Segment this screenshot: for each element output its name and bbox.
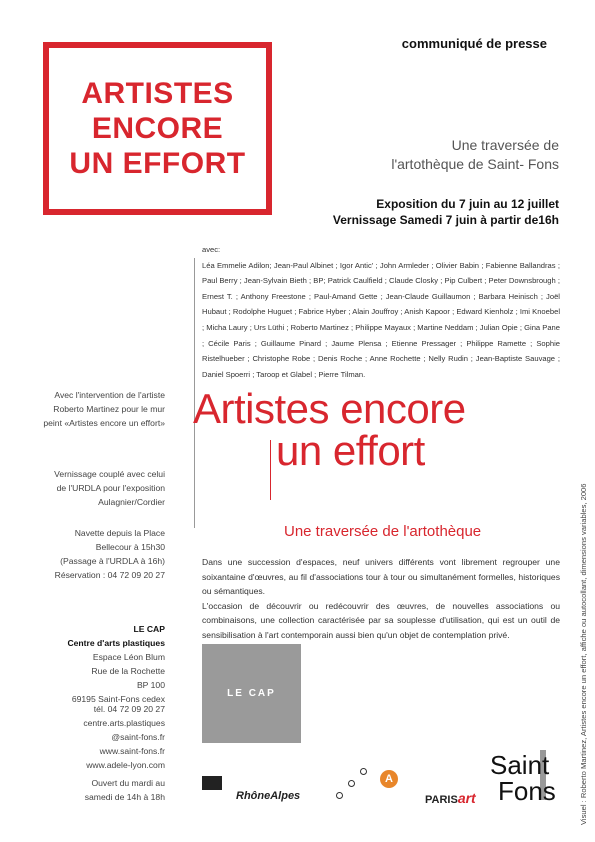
venue-type: Centre d'arts plastiques bbox=[67, 638, 165, 648]
venue-name: LE CAP bbox=[133, 624, 165, 634]
website-link[interactable]: www.saint-fons.fr bbox=[99, 746, 165, 756]
main-title-line-2: un effort bbox=[276, 427, 425, 474]
dca-logo-dot bbox=[348, 780, 355, 787]
side-line: Vernissage couplé avec celui bbox=[54, 469, 165, 479]
artist-names: Léa Emmelie Adilon; Jean-Paul Albinet ; Igor Antic' ; John Armleder ; Olivier Babin ; Fabienne Ballandras ; Paul Berry ; Jean-Sylvain Bieth ; BP; Patrick Caulfield ; Claude Closky ; Pip Culbert ; Peter Downsbrough ; Ernest T. ; Anthony Freestone ; Paul-Amand Gette ; Jean-Claude Guillaumon ; Barbara Heinisch ; Joël Hubaut ; Rodolphe Huguet ; Fabrice Hyber ; Alain Jouffroy ; Anish Kapoor ; Edward Kienholz ; Imi Knoebel ; Micha Laury ; Urs Lüthi ; Roberto Martinez ; Philippe Mayaux ; Martine Neddam ; Julian Opie ; Gina Pane ; Cécile Paris ; Guillaume Pinard ; Jaume Plensa ; Etienne Pressager ; Philippe Ramette ; Sophie Ristelhueber ; Christophe Robe ; Denis Roche ; Anne Rochette ; Nelly Rudin ; Jean-Baptiste Sauvage ; Daniel Spoerri ; Taroop et Glabel ; Pierre Tilman. bbox=[202, 260, 560, 379]
subtitle-line-2: l'artothèque de Saint- Fons bbox=[391, 156, 559, 172]
logo-line-3: UN EFFORT bbox=[69, 147, 246, 180]
ministry-logo bbox=[202, 760, 232, 808]
vertical-caption-wrap bbox=[576, 395, 590, 825]
main-subtitle: Une traversée de l'artothèque bbox=[284, 523, 482, 540]
paris-art-prefix: PARIS bbox=[425, 794, 458, 806]
press-release-label: communiqué de presse bbox=[401, 36, 547, 51]
le-cap-logo bbox=[202, 644, 301, 743]
side-line: Espace Léon Blum bbox=[92, 652, 165, 662]
side-line: BP 100 bbox=[136, 680, 165, 690]
saint-fons-word-1: Saint bbox=[490, 750, 550, 780]
ministry-logo-mark bbox=[202, 776, 222, 790]
adele-logo bbox=[380, 770, 398, 788]
dca-logo-dot bbox=[360, 768, 367, 775]
saint-fons-word-2: Fons bbox=[498, 776, 556, 806]
exhibition-dates bbox=[333, 196, 559, 228]
side-line: Navette depuis la Place bbox=[74, 528, 165, 538]
shuttle-note bbox=[15, 526, 165, 582]
le-cap-logo-label: LE CAP bbox=[227, 688, 276, 699]
phone: tél. 04 72 09 20 27 bbox=[93, 704, 165, 714]
artist-list bbox=[202, 242, 560, 382]
paris-art-logo bbox=[425, 790, 476, 806]
side-line: (Passage à l'URDLA à 16h) bbox=[60, 556, 165, 566]
side-line: Avec l'intervention de l'artiste bbox=[54, 390, 165, 400]
paris-art-suffix: art bbox=[457, 790, 476, 806]
artist-list-intro: avec: bbox=[202, 245, 221, 254]
main-title-line-1: Artistes encore bbox=[193, 385, 466, 432]
description bbox=[202, 555, 560, 642]
side-line: Roberto Martinez pour le mur bbox=[53, 404, 165, 414]
saint-fons-logo bbox=[490, 752, 556, 804]
image-credit-caption: Visuel : Roberto Martinez, Artistes encore un effort, affiche ou autocollant, dimensions variables, 2006 bbox=[579, 483, 588, 825]
adele-logo-letter: A bbox=[385, 773, 393, 785]
email-part-2[interactable]: @saint-fons.fr bbox=[111, 732, 165, 742]
rhone-alpes-logo: RhôneAlpes bbox=[236, 790, 301, 802]
vernissage-note bbox=[15, 467, 165, 509]
paragraph: L'occasion de découvrir ou redécouvrir des œuvres, de nouvelles associations ou combinaisons, une collection caractérisée par sa souplesse d'utilisation, qui est un outil de sensibilisation à l'art contemporain aussi bien qu'un objet de contemplation privé. bbox=[202, 600, 560, 640]
exhibition-logo bbox=[43, 42, 272, 215]
intervention-note bbox=[15, 388, 165, 430]
side-line: 69195 Saint-Fons cedex bbox=[71, 694, 165, 704]
opening-date: Vernissage Samedi 7 juin à partir de16h bbox=[332, 213, 559, 227]
dca-logo-dot bbox=[336, 792, 343, 799]
side-line: de l'URDLA pour l'exposition bbox=[56, 483, 165, 493]
contact-info bbox=[15, 702, 165, 772]
subtitle-line-1: Une traversée de bbox=[451, 137, 559, 153]
side-line: Rue de la Rochette bbox=[91, 666, 165, 676]
title-divider bbox=[270, 440, 271, 500]
side-line: samedi de 14h à 18h bbox=[84, 792, 165, 802]
email-part-1[interactable]: centre.arts.plastiques bbox=[83, 718, 165, 728]
opening-hours bbox=[15, 776, 165, 804]
side-line: Aulagnier/Cordier bbox=[98, 497, 165, 507]
side-line: Bellecour à 15h30 bbox=[95, 542, 165, 552]
exhibition-period: Exposition du 7 juin au 12 juillet bbox=[376, 197, 559, 211]
logo-line-1: ARTISTES bbox=[81, 77, 234, 110]
side-line: Ouvert du mardi au bbox=[91, 778, 165, 788]
logo-line-2: ENCORE bbox=[91, 112, 224, 145]
side-line: peint «Artistes encore un effort» bbox=[43, 418, 165, 428]
venue-address bbox=[15, 622, 165, 706]
website-link[interactable]: www.adele-lyon.com bbox=[86, 760, 165, 770]
paragraph: Dans une succession d'espaces, neuf univers différents vont librement regrouper une soixantaine d'œuvres, au fil d'associations tour à tour ou simultanément formelles, historiques ou sémantiques. bbox=[202, 557, 560, 596]
side-line: Réservation : 04 72 09 20 27 bbox=[54, 570, 165, 580]
